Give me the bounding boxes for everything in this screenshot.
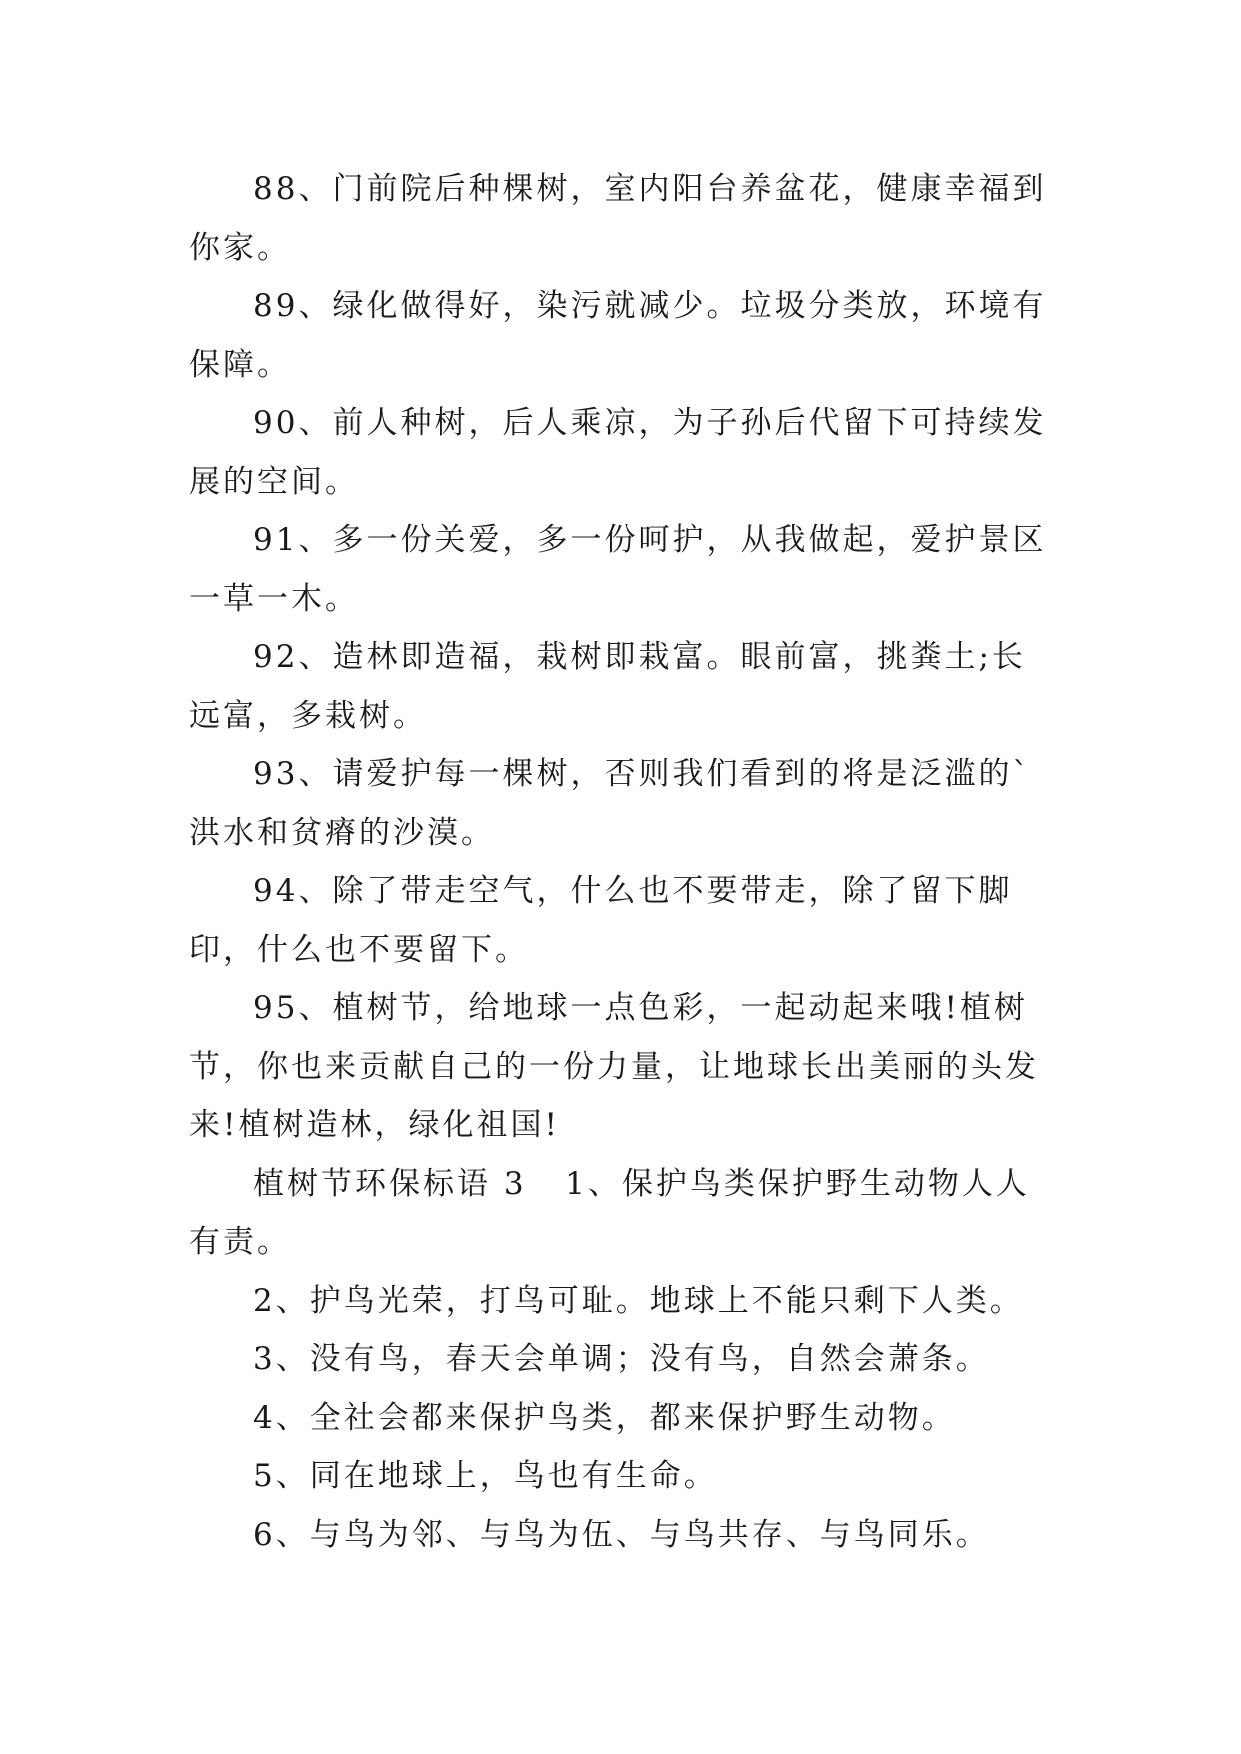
paragraph-92: 92、造林即造福，栽树即栽富。眼前富，挑粪土;长远富，多栽树。: [189, 639, 1026, 734]
paragraph-89: 89、绿化做得好，染污就减少。垃圾分类放，环境有保障。: [189, 288, 1047, 383]
paragraph-bird-5: 5、同在地球上，鸟也有生命。: [253, 1458, 718, 1494]
document-body: [189, 160, 1049, 1564]
paragraph-93: 93、请爱护每一棵树，否则我们看到的将是泛滥的`洪水和贫瘠的沙漠。: [189, 756, 1031, 851]
paragraph-95: 95、植树节，给地球一点色彩，一起动起来哦!植树节，你也来贡献自己的一份力量，让地球长出美丽的头发来!植树造林，绿化祖国!: [189, 990, 1039, 1143]
paragraph-bird-2: 2、护鸟光荣，打鸟可耻。地球上不能只剩下人类。: [253, 1282, 1024, 1319]
paragraph-94: 94、除了带走空气，什么也不要带走，除了留下脚印，什么也不要留下。: [189, 873, 1013, 968]
paragraph-bird-3: 3、没有鸟，春天会单调；没有鸟，自然会萧条。: [253, 1341, 990, 1377]
paragraph-bird-6: 6、与鸟为邻、与鸟为伍、与鸟共存、与鸟同乐。: [253, 1516, 990, 1553]
paragraph-90: 90、前人种树，后人乘凉，为子孙后代留下可持续发展的空间。: [189, 405, 1047, 500]
paragraph-88: 88、门前院后种棵树，室内阳台养盆花，健康幸福到你家。: [189, 171, 1047, 266]
paragraph-91: 91、多一份关爱，多一份呵护，从我做起，爱护景区一草一木。: [189, 522, 1047, 617]
section-heading-paragraph: 植树节环保标语 3 1、保护鸟类保护野生动物人人有责。: [189, 1165, 1030, 1260]
paragraph-bird-4: 4、全社会都来保护鸟类，都来保护野生动物。: [253, 1399, 956, 1436]
